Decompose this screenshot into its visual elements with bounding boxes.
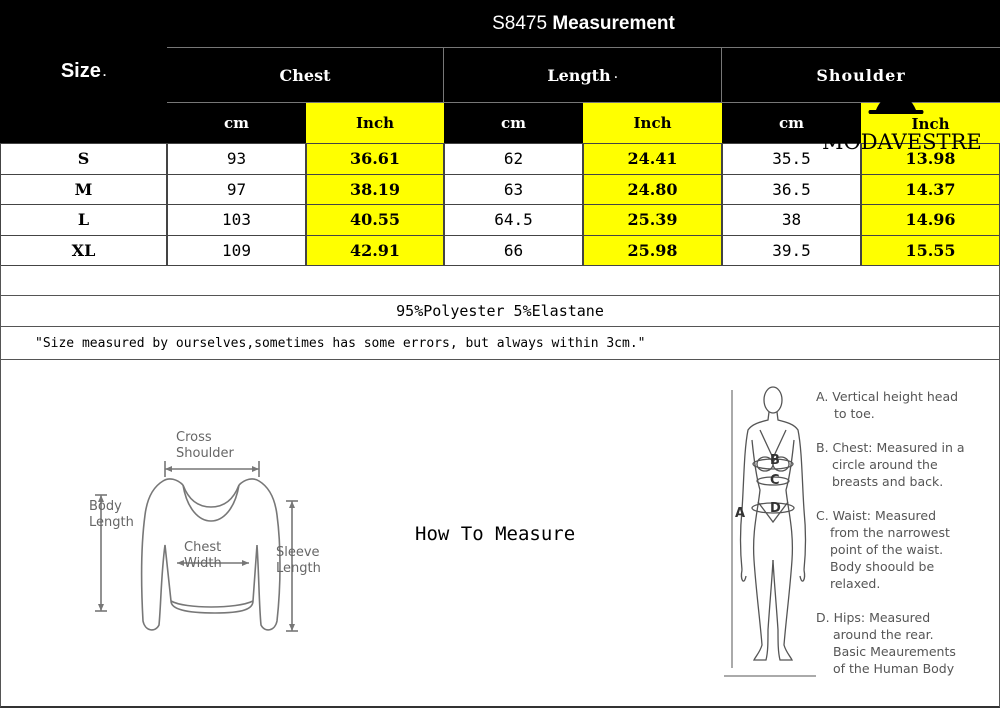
shoulder-cm-cell: 36.5	[722, 174, 861, 206]
body-figure-diagram	[720, 380, 820, 680]
shoulder-inch-cell: 15.55	[861, 235, 1000, 267]
chest-inch-head: Inch	[306, 103, 444, 143]
length-inch-cell: 25.98	[583, 235, 722, 267]
shoulder-cm-cell: 38	[722, 204, 861, 236]
size-cell: L	[0, 204, 167, 236]
column-chest: Chest	[167, 48, 444, 103]
size-label: Size	[60, 60, 101, 82]
length-inch-cell: 25.39	[583, 204, 722, 236]
chest-inch-cell: 40.55	[306, 204, 444, 236]
spacer-row	[0, 265, 1000, 296]
chest-cm-cell: 93	[167, 143, 306, 175]
brand-logo: MODAVESTRE	[822, 130, 982, 154]
length-cm-head: cm	[444, 103, 583, 143]
chest-inch-cell: 36.61	[306, 143, 444, 175]
size-label-suffix: .	[102, 64, 107, 79]
shoulder-inch-cell: 14.96	[861, 204, 1000, 236]
legend-d: D. Hips: Measured around the rear. Basic Meaurements of the Human Body	[816, 610, 956, 676]
legend-b: B. Chest: Measured in a circle around the breasts and back.	[816, 440, 965, 489]
length-cm-cell: 66	[444, 235, 583, 267]
chest-inch-cell: 38.19	[306, 174, 444, 206]
shoulder-inch-cell: 13.98	[861, 143, 1000, 175]
length-inch-head: Inch	[583, 103, 722, 143]
how-to-measure-title: How To Measure	[415, 523, 576, 545]
shoulder-cm-cell: 35.5	[722, 143, 861, 175]
chart-title	[167, 0, 1000, 48]
chart-title-code: S8475	[492, 13, 548, 34]
shoulder-cm-head: cm	[722, 103, 861, 143]
size-cell: S	[0, 143, 167, 175]
chest-cm-cell: 97	[167, 174, 306, 206]
shoulder-inch-head: Inch	[861, 103, 1000, 143]
measurement-note: "Size measured by ourselves,sometimes has some errors, but always within 3cm."	[0, 327, 1000, 360]
length-cm-cell: 64.5	[444, 204, 583, 236]
marker-b: B	[770, 453, 780, 468]
body-length-label: Body Length	[89, 499, 134, 530]
cross-shoulder-label: Cross Shoulder	[176, 430, 234, 461]
length-inch-cell: 24.41	[583, 143, 722, 175]
length-cm-cell: 62	[444, 143, 583, 175]
fabric-composition: 95%Polyester 5%Elastane	[0, 296, 1000, 327]
legend-a: A. Vertical height head to toe.	[816, 389, 959, 421]
chest-cm-head: cm	[167, 103, 306, 143]
legend-c: C. Waist: Measured from the narrowest point of the waist. Body shoould be relaxed.	[816, 508, 950, 591]
marker-c: C	[770, 473, 780, 488]
length-cm-cell: 63	[444, 174, 583, 206]
size-column-header	[0, 0, 167, 143]
chest-cm-cell: 109	[167, 235, 306, 267]
column-length: Length .	[444, 48, 722, 103]
marker-d: D	[770, 501, 781, 516]
size-cell: XL	[0, 235, 167, 267]
column-shoulder: Shoulder	[722, 48, 1000, 103]
chest-width-label: Chest Width	[184, 540, 222, 571]
chest-inch-cell: 42.91	[306, 235, 444, 267]
chest-cm-cell: 103	[167, 204, 306, 236]
chart-title-word: Measurement	[552, 13, 675, 34]
sleeve-length-label: Sleeve Length	[276, 545, 321, 576]
shoulder-inch-cell: 14.37	[861, 174, 1000, 206]
size-cell: M	[0, 174, 167, 206]
brand-hat-icon	[866, 86, 926, 120]
marker-a: A	[735, 506, 746, 521]
length-inch-cell: 24.80	[583, 174, 722, 206]
shoulder-cm-cell: 39.5	[722, 235, 861, 267]
